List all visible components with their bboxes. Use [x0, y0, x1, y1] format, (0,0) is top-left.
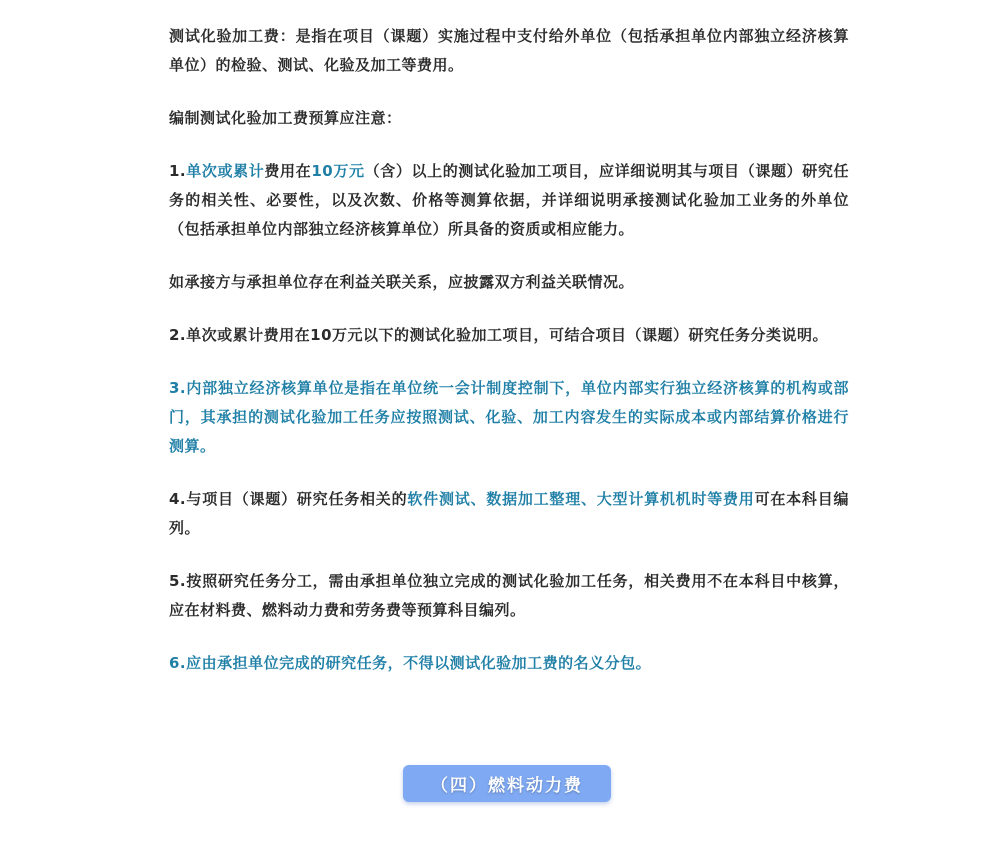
- text-segment: 费用在: [264, 162, 312, 180]
- paragraph-note-4: [169, 485, 849, 543]
- paragraph-note-3: [169, 374, 849, 461]
- text-segment: （含）以上的测试化验加工项目，应详细说明其与项目（课题）研究任务的相关性、必要性，以及次数、价格等测算依据，并详细说明承接测试化验加工业务的外单位（包括承担单位内部独立经济核算单位）所具备的资质或相应能力。: [169, 162, 849, 238]
- text-segment: 1.: [169, 162, 187, 180]
- text-segment: 可在本科目编列。: [169, 490, 849, 537]
- section-heading-badge: [403, 765, 611, 802]
- paragraph-notes-heading: [169, 104, 849, 133]
- paragraph-related-party: [169, 268, 849, 297]
- highlight-segment: 软件测试、数据加工整理、大型计算机机时等费用: [407, 490, 755, 508]
- article-body: [169, 22, 849, 702]
- text-segment: 编制测试化验加工费预算应注意：: [169, 109, 402, 127]
- paragraph-note-2: [169, 321, 849, 350]
- text-segment: 5.按照研究任务分工，需由承担单位独立完成的测试化验加工任务，相关费用不在本科目中核算，应在材料费、燃料动力费和劳务费等预算科目编列。: [169, 572, 849, 619]
- paragraph-note-5: [169, 567, 849, 625]
- highlight-segment: 10万元: [311, 162, 365, 180]
- text-segment: 2.单次或累计费用在10万元以下的测试化验加工项目，可结合项目（课题）研究任务分类说明。: [169, 326, 829, 344]
- paragraph-note-6: [169, 649, 849, 678]
- highlight-segment: 单次或累计: [186, 162, 265, 180]
- highlight-segment: 3.内部独立经济核算单位是指在单位统一会计制度控制下，单位内部实行独立经济核算的机构或部门，其承担的测试化验加工任务应按照测试、化验、加工内容发生的实际成本或内部结算价格进行测算。: [169, 379, 849, 455]
- text-segment: 4.与项目（课题）研究任务相关的: [169, 490, 408, 508]
- paragraph-note-1: [169, 157, 849, 244]
- text-segment: 如承接方与承担单位存在利益关联关系，应披露双方利益关联情况。: [169, 273, 635, 291]
- text-segment: 测试化验加工费：是指在项目（课题）实施过程中支付给外单位（包括承担单位内部独立经济核算单位）的检验、测试、化验及加工等费用。: [169, 27, 849, 74]
- paragraph-definition: [169, 22, 849, 80]
- highlight-segment: 6.应由承担单位完成的研究任务，不得以测试化验加工费的名义分包。: [169, 654, 652, 672]
- section-heading-label: （四）燃料动力费: [431, 776, 583, 796]
